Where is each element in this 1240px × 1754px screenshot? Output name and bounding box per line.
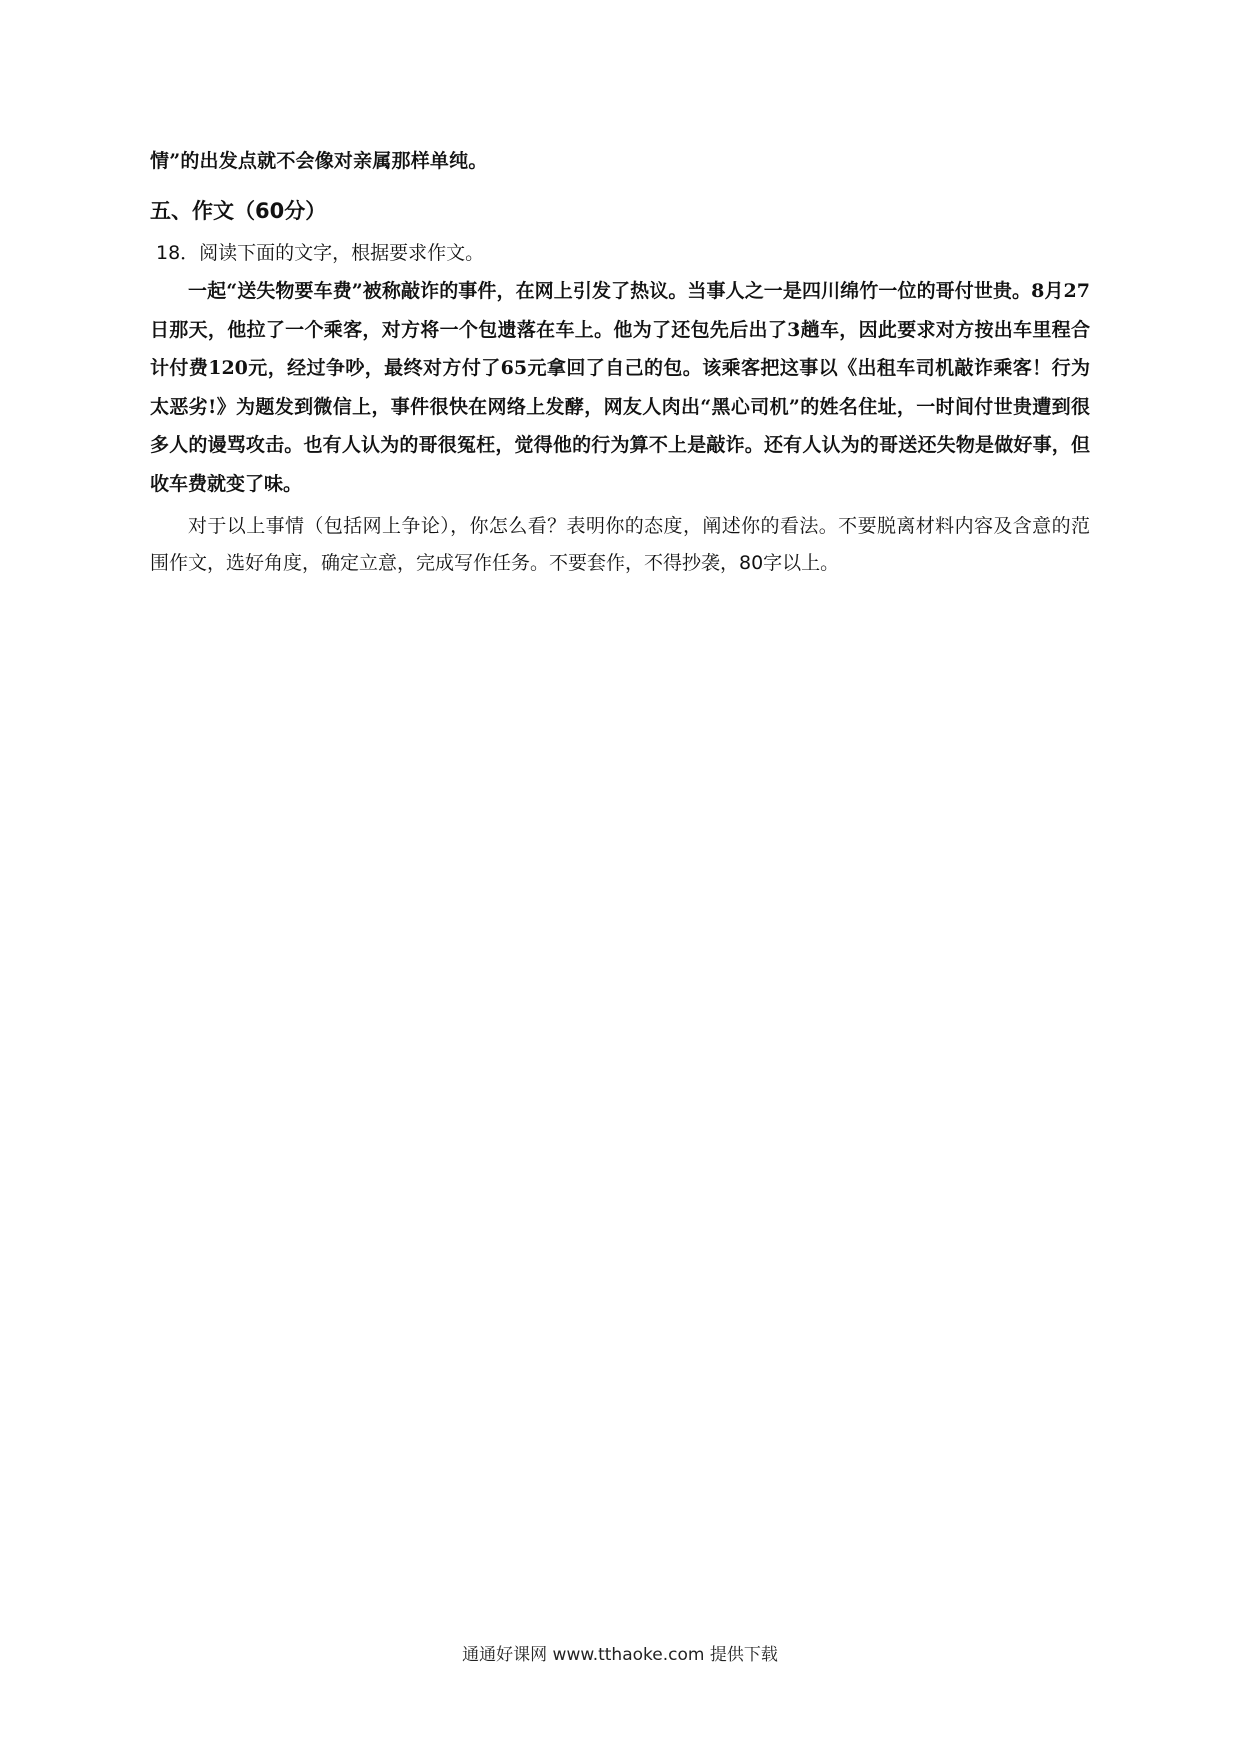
continuation-line: 情”的出发点就不会像对亲属那样单纯。 <box>150 150 488 172</box>
instruction-paragraph: 对于以上事情（包括网上争论），你怎么看？表明你的态度，阐述你的看法。不要脱离材料内容及含意的范围作文，选好角度，确定立意，完成写作任务。不要套作，不得抄袭，80字以上。 <box>150 515 1090 574</box>
material-paragraph: 一起“送失物要车费”被称敲诈的事件，在网上引发了热议。当事人之一是四川绵竹一位的哥付世贵。8月27日那天，他拉了一个乘客，对方将一个包遗落在车上。他为了还包先后出了3趟车，因此要求对方按出车里程合计付费120元，经过争吵，最终对方付了65元拿回了自己的包。该乘客把这事以《出租车司机敲诈乘客！行为太恶劣!》为题发到微信上，事件很快在网络上发酵，网友人肉出“黑心司机”的姓名住址，一时间付世贵遭到很多人的谩骂攻击。也有人认为的哥很冤枉，觉得他的行为算不上是敲诈。还有人认为的哥送还失物是做好事，但收车费就变了味。 <box>150 280 1090 495</box>
question-prompt: 18．阅读下面的文字，根据要求作文。 <box>156 242 485 264</box>
section-heading: 五、作文（60分） <box>150 199 327 223</box>
footer-credit: 通通好课网 www.tthaoke.com 提供下载 <box>462 1645 778 1665</box>
